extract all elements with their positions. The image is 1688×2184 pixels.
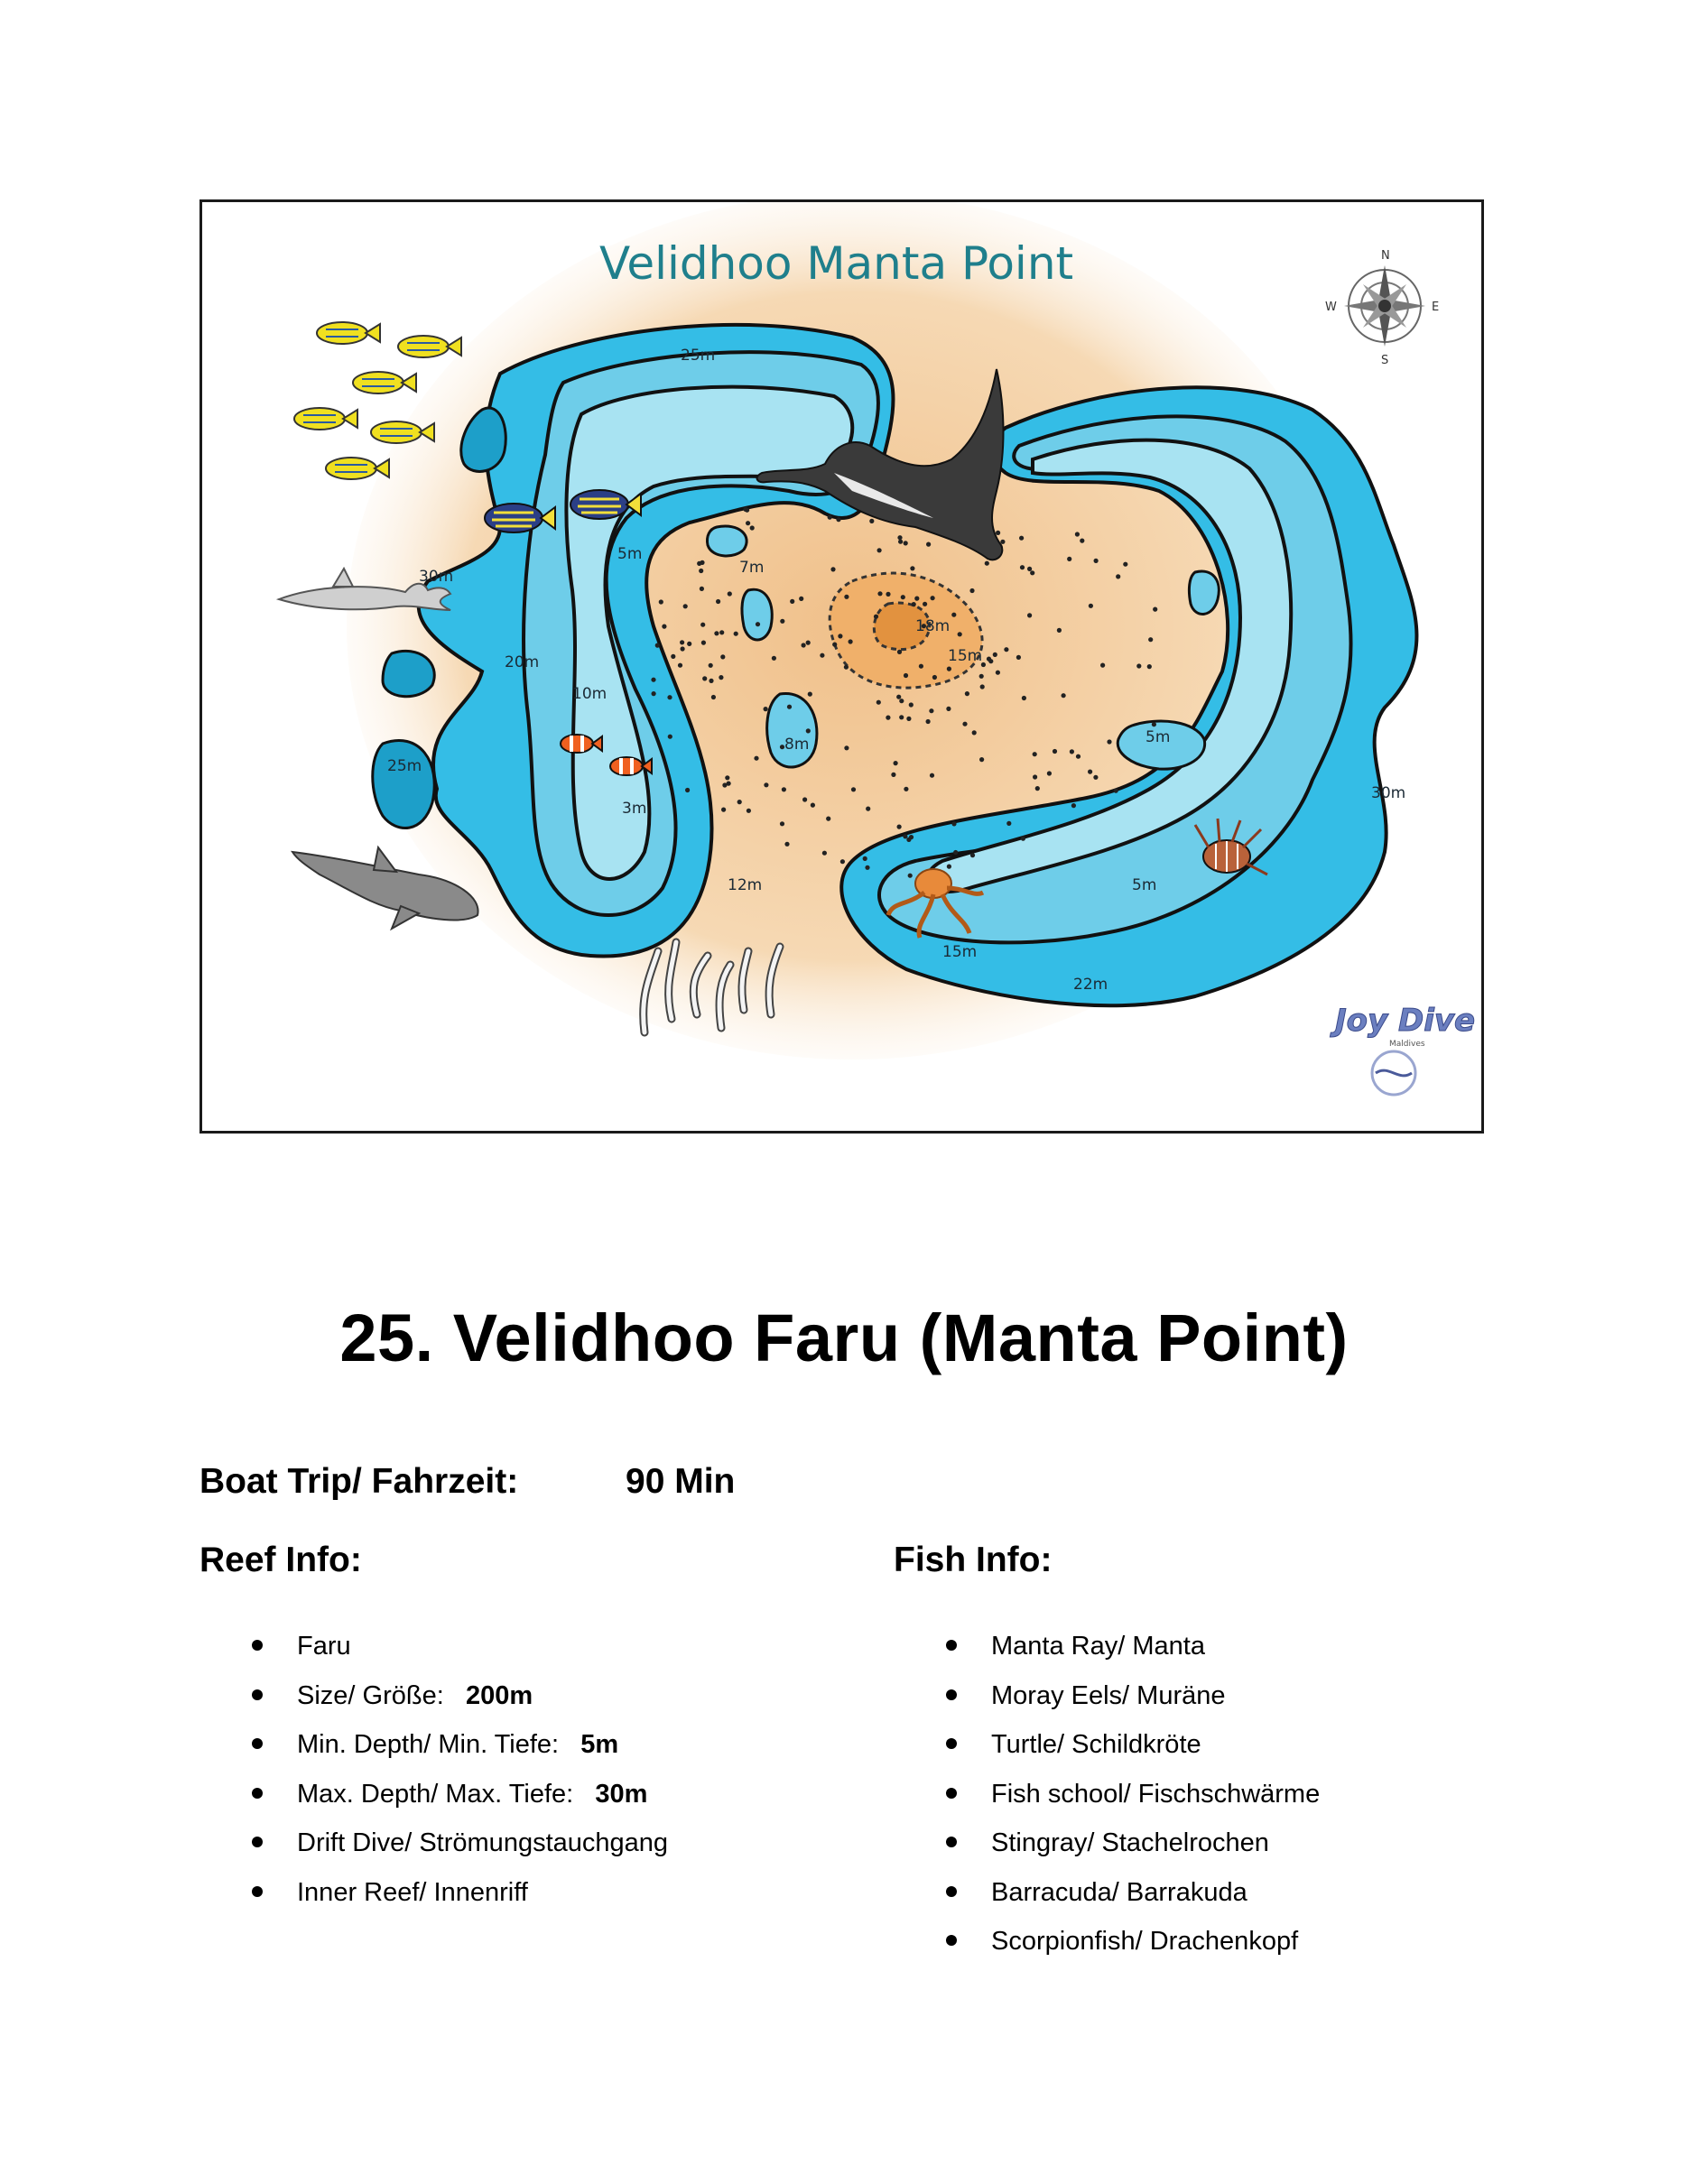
depth-label: 30m	[1371, 784, 1406, 802]
joy-dive-logo	[1330, 1003, 1475, 1095]
page-title: 25. Velidhoo Faru (Manta Point)	[339, 1300, 1349, 1375]
list-item: Fish school/ Fischschwärme	[991, 1777, 1320, 1827]
list-item: Max. Depth/ Max. Tiefe: 30m	[297, 1777, 668, 1827]
fish-info-heading: Fish Info:	[894, 1541, 1053, 1579]
list-item: Inner Reef/ Innenriff	[297, 1875, 668, 1925]
compass-icon	[1325, 249, 1439, 367]
list-item: Faru	[297, 1629, 668, 1679]
depth-label: 7m	[739, 559, 765, 577]
depth-label: 10m	[572, 685, 607, 703]
depth-label: 30m	[419, 568, 454, 586]
depth-label: 5m	[1145, 728, 1171, 746]
depth-label: 5m	[617, 545, 643, 563]
list-item: Min. Depth/ Min. Tiefe: 5m	[297, 1727, 668, 1777]
reef-map-svg	[202, 202, 1481, 1131]
svg-text:N: N	[1381, 249, 1390, 263]
depth-label: 22m	[1073, 976, 1108, 994]
list-item: Manta Ray/ Manta	[991, 1629, 1320, 1679]
depth-label: 25m	[681, 347, 716, 365]
boat-trip-label: Boat Trip/ Fahrzeit:	[199, 1462, 519, 1501]
boat-trip-row	[199, 1462, 736, 1502]
list-item: Moray Eels/ Muräne	[991, 1679, 1320, 1728]
map-title: Velidhoo Manta Point	[599, 237, 1074, 290]
list-item: Drift Dive/ Strömungstauchgang	[297, 1826, 668, 1875]
depth-label: 15m	[948, 647, 983, 665]
depth-label: 3m	[622, 800, 647, 818]
list-item: Stingray/ Stachelrochen	[991, 1826, 1320, 1875]
depth-label: 25m	[387, 757, 422, 775]
svg-text:Maldives: Maldives	[1389, 1040, 1425, 1049]
depth-label: 18m	[915, 617, 951, 635]
list-item: Turtle/ Schildkröte	[991, 1727, 1320, 1777]
fish-info-list	[991, 1629, 1320, 1974]
svg-text:S: S	[1381, 354, 1389, 367]
list-item: Size/ Größe: 200m	[297, 1679, 668, 1728]
list-item: Barracuda/ Barrakuda	[991, 1875, 1320, 1925]
svg-text:E: E	[1432, 301, 1440, 314]
svg-text:Joy Dive: Joy Dive	[1335, 1003, 1476, 1039]
dive-site-map	[199, 199, 1484, 1134]
depth-label: 20m	[505, 653, 540, 671]
svg-text:W: W	[1325, 301, 1337, 314]
depth-label: 12m	[728, 876, 763, 894]
reef-info-list	[297, 1629, 668, 1924]
boat-trip-value: 90 Min	[626, 1462, 736, 1501]
reef-info-heading: Reef Info:	[199, 1541, 362, 1579]
depth-label: 15m	[942, 943, 978, 961]
depth-label: 5m	[1132, 876, 1157, 894]
depth-label: 8m	[784, 736, 810, 754]
list-item: Scorpionfish/ Drachenkopf	[991, 1924, 1320, 1974]
